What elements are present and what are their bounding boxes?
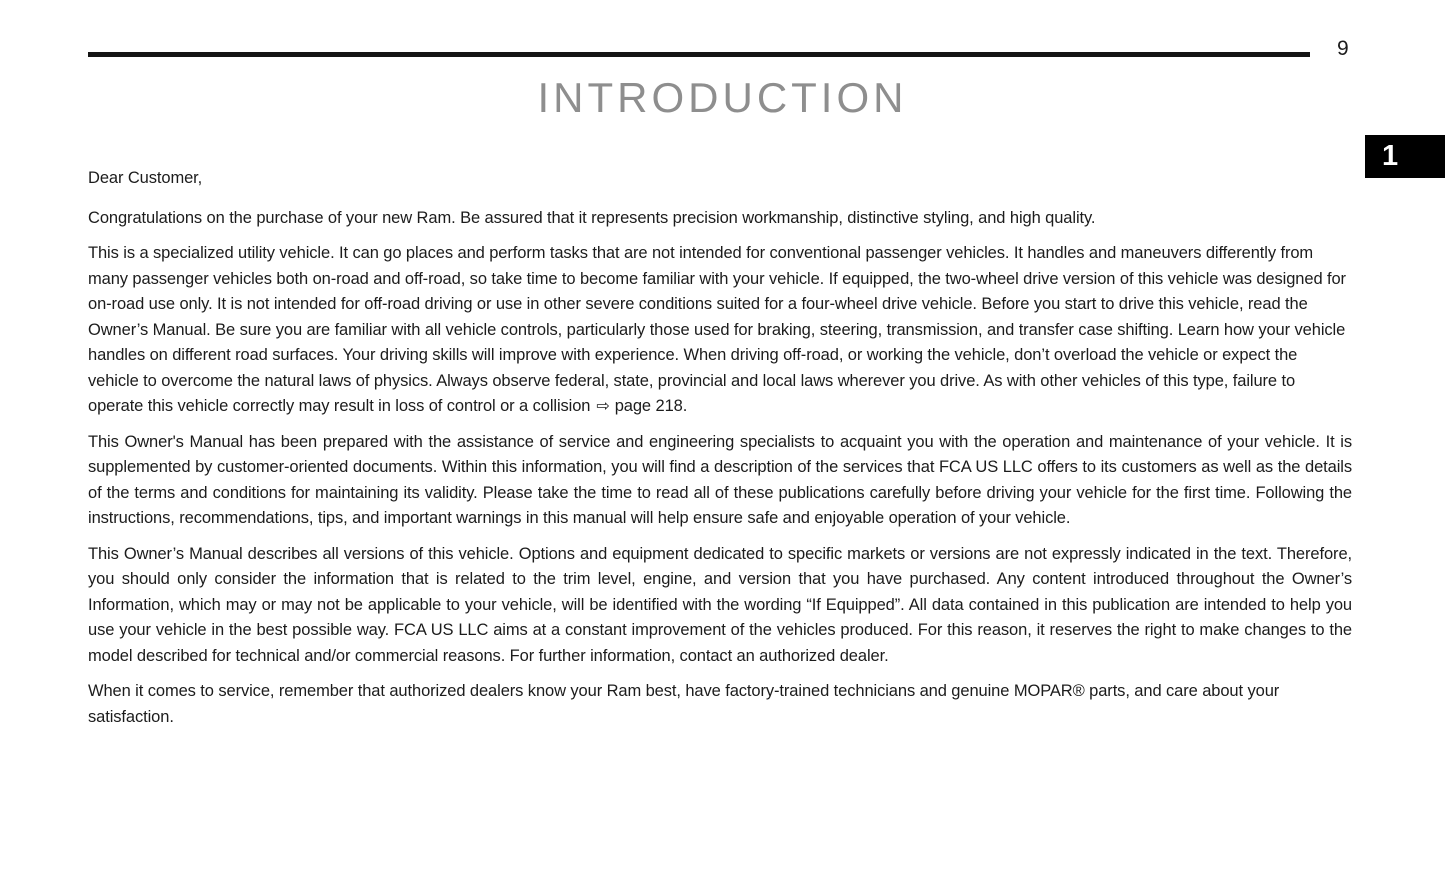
paragraph-specialized-vehicle: [88, 241, 1352, 420]
salutation: Dear Customer,: [88, 169, 203, 187]
page-reference-arrow-icon: ⇨: [596, 398, 610, 415]
page-number: 9: [1337, 37, 1349, 60]
paragraph-service: When it comes to service, remember that authorized dealers know your Ram best, have factory-trained technicians and genuine MOPAR® parts, and care about your satisfaction.: [88, 682, 1280, 726]
chapter-tab: [1365, 135, 1445, 178]
paragraph-specialized-vehicle-text: This is a specialized utility vehicle. It can go places and perform tasks that are not intended for conventional passenger vehicles. It handles and maneuvers differently from many passenger vehicles both on-road and off-road, so take time to become familiar with your vehicle. If equipped, the two-wheel drive version of this vehicle was designed for on-road use only. It is not intended for off-road driving or use in other severe conditions suited for a four-wheel drive vehicle. Before you start to drive this vehicle, read the Owner’s Manual. Be sure you are familiar with all vehicle controls, particularly those used for braking, steering, transmission, and transfer case shifting. Learn how your vehicle handles on different road surfaces. Your driving skills will improve with experience. When driving off-road, or working the vehicle, don’t overload the vehicle or expect the vehicle to overcome the natural laws of physics. Always observe federal, state, provincial and local laws wherever you drive. As with other vehicles of this type, failure to operate this vehicle correctly may result in loss of control or a collision: [88, 244, 1346, 415]
paragraph-manual-prepared: This Owner's Manual has been prepared with the assistance of service and engineering specialists to acquaint you with the operation and maintenance of your vehicle. It is supplemented by customer-oriented documents. Within this information, you will find a description of the services that FCA US LLC offers to its customers as well as the details of the terms and conditions for maintaining its validity. Please take the time to read all of these publications carefully before driving your vehicle for the first time. Following the instructions, recommendations, tips, and important warnings in this manual will help ensure safe and enjoyable operation of your vehicle.: [88, 432, 1352, 527]
chapter-tab-number: 1: [1382, 140, 1399, 172]
paragraph-manual-versions: This Owner’s Manual describes all versions of this vehicle. Options and equipment dedicated to specific markets or versions are not expressly indicated in the text. Therefore, you should only consider the information that is related to the trim level, engine, and version that you have purchased. Any content introduced throughout the Owner’s Information, which may or may not be applicable to your vehicle, will be identified with the wording “If Equipped”. All data contained in this publication are intended to help you use your vehicle in the best possible way. FCA US LLC aims at a constant improvement of the vehicles produced. For this reason, it reserves the right to make changes to the model described for technical and/or commercial reasons. For further information, contact an authorized dealer.: [88, 544, 1352, 665]
paragraph-congratulations: Congratulations on the purchase of your new Ram. Be assured that it represents precision workmanship, distinctive styling, and high quality.: [88, 208, 1096, 227]
body-text: [88, 166, 1352, 740]
page-reference-link[interactable]: page 218.: [614, 397, 688, 415]
page-title: INTRODUCTION: [537, 74, 908, 121]
header-rule: [88, 52, 1310, 57]
